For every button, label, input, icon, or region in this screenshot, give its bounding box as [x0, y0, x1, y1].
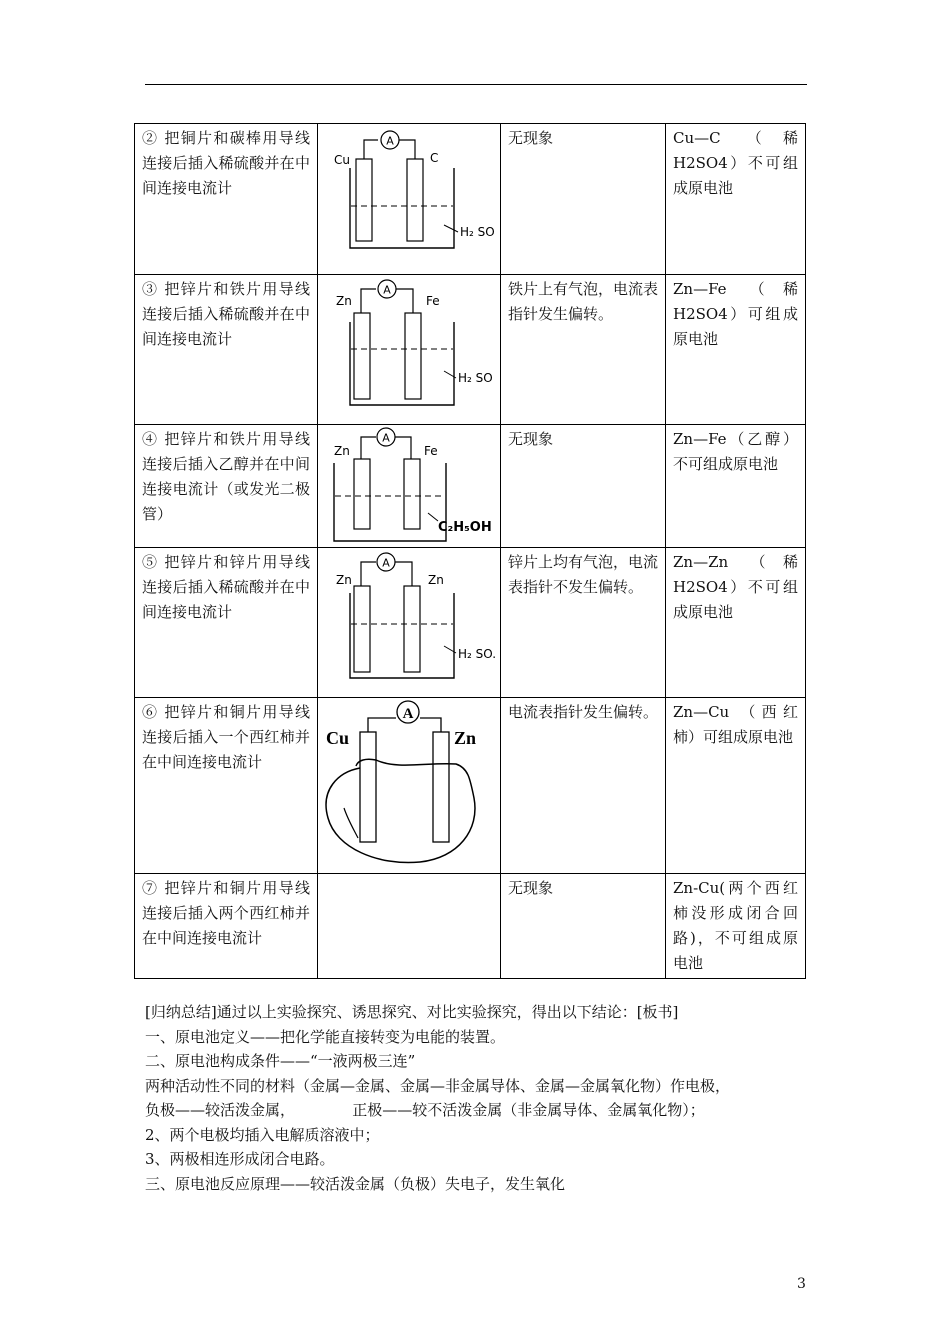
- right-electrode-label: Zn: [454, 728, 477, 748]
- operation-cell: ③ 把锌片和铁片用导线连接后插入稀硫酸并在中间连接电流计: [135, 275, 318, 425]
- ammeter-label: A: [402, 706, 414, 722]
- left-electrode-label: Zn: [336, 294, 352, 308]
- conclusion-cell: Zn—Fe （稀H2SO4）可组成原电池: [666, 275, 806, 425]
- summary-heading: [归纳总结]通过以上实验探究、诱思探究、对比实验探究，得出以下结论：[板书]: [145, 1003, 679, 1021]
- right-electrode: [405, 313, 421, 399]
- diagram-cell: [318, 698, 501, 874]
- diagram-cell: [318, 548, 501, 698]
- right-electrode: [407, 159, 423, 241]
- conclusion-cell: Zn—Zn （稀H2SO4）不可组成原电池: [666, 548, 806, 698]
- left-electrode: [354, 459, 370, 529]
- right-electrode: [433, 732, 449, 842]
- tomato-outline: [326, 759, 475, 862]
- diagram-cell: [318, 874, 501, 979]
- diagram-cell: [318, 425, 501, 548]
- page-number: 3: [797, 1276, 806, 1292]
- summary-line: 负极——较活泼金属， 正极——较不活泼金属（非金属导体、金属氧化物）；: [145, 1101, 705, 1119]
- experiment-table: [134, 123, 806, 979]
- table-row: [135, 548, 806, 698]
- cell-diagram: [318, 698, 500, 870]
- summary-line: 两种活动性不同的材料（金属—金属、金属—非金属导体、金属—金属氧化物）作电极，: [145, 1076, 731, 1095]
- phenomenon-cell: 无现象: [501, 425, 666, 548]
- phenomenon-cell: 无现象: [501, 124, 666, 275]
- summary-line: 一、原电池定义——把化学能直接转变为电能的装置。: [145, 1027, 506, 1046]
- conclusion-cell: Zn—Fe（乙醇）不可组成原电池: [666, 425, 806, 548]
- solution-label: H₂ SO.: [458, 647, 497, 661]
- right-electrode-label: Fe: [426, 294, 440, 308]
- cell-diagram: [318, 425, 500, 545]
- cell-diagram: [318, 548, 500, 694]
- phenomenon-cell: 锌片上均有气泡，电流表指针不发生偏转。: [501, 548, 666, 698]
- solution-label: H₂ SO: [458, 371, 493, 385]
- phenomenon-cell: 无现象: [501, 874, 666, 979]
- conclusion-cell: Cu—C （稀H2SO4）不可组成原电池: [666, 124, 806, 275]
- table-row: [135, 874, 806, 979]
- operation-cell: ⑤ 把锌片和锌片用导线连接后插入稀硫酸并在中间连接电流计: [135, 548, 318, 698]
- ammeter-label: A: [382, 431, 390, 445]
- diagram-cell: [318, 275, 501, 425]
- conclusion-cell: Zn-Cu(两个西红柿没形成闭合回路)，不可组成原电池: [666, 874, 806, 979]
- table-row: [135, 275, 806, 425]
- right-electrode-label: Zn: [428, 573, 444, 587]
- right-electrode: [404, 459, 420, 529]
- left-electrode-label: Cu: [326, 728, 350, 748]
- conclusion-cell: Zn—Cu （西红柿）可组成原电池: [666, 698, 806, 874]
- left-electrode: [356, 159, 372, 241]
- operation-cell: ② 把铜片和碳棒用导线连接后插入稀硫酸并在中间连接电流计: [135, 124, 318, 275]
- summary-line: 二、原电池构成条件——“一液两极三连”: [145, 1052, 416, 1070]
- left-electrode: [354, 313, 370, 399]
- table-row: [135, 698, 806, 874]
- left-electrode-label: Zn: [334, 444, 350, 458]
- left-electrode-label: Zn: [336, 573, 352, 587]
- ammeter-label: A: [382, 556, 390, 570]
- right-electrode-label: Fe: [424, 444, 438, 458]
- ammeter-label: A: [386, 134, 394, 148]
- left-electrode-label: Cu: [334, 153, 350, 167]
- left-electrode: [354, 586, 370, 672]
- table-row: [135, 124, 806, 275]
- summary-section: [145, 1000, 815, 1196]
- right-electrode: [404, 586, 420, 672]
- right-electrode-label: C: [430, 151, 439, 165]
- phenomenon-cell: 电流表指针发生偏转。: [501, 698, 666, 874]
- summary-line: 2、两个电极均插入电解质溶液中；: [145, 1125, 380, 1144]
- cell-diagram: [318, 124, 500, 272]
- table-row: [135, 425, 806, 548]
- operation-cell: ④ 把锌片和铁片用导线连接后插入乙醇并在中间连接电流计（或发光二极管）: [135, 425, 318, 548]
- operation-cell: ⑥ 把锌片和铜片用导线连接后插入一个西红柿并在中间连接电流计: [135, 698, 318, 874]
- header-rule: [145, 84, 807, 85]
- summary-line: 3、两极相连形成闭合电路。: [145, 1150, 335, 1168]
- solution-label: H₂ SO: [460, 225, 495, 239]
- solution-label: C₂H₅OH: [438, 520, 492, 535]
- ammeter-label: A: [383, 283, 391, 297]
- phenomenon-cell: 铁片上有气泡，电流表指针发生偏转。: [501, 275, 666, 425]
- summary-line: 三、原电池反应原理——较活泼金属（负极）失电子，发生氧化: [145, 1174, 566, 1193]
- cell-diagram: [318, 275, 500, 421]
- operation-cell: ⑦ 把锌片和铜片用导线连接后插入两个西红柿并在中间连接电流计: [135, 874, 318, 979]
- left-electrode: [360, 732, 376, 842]
- diagram-cell: [318, 124, 501, 275]
